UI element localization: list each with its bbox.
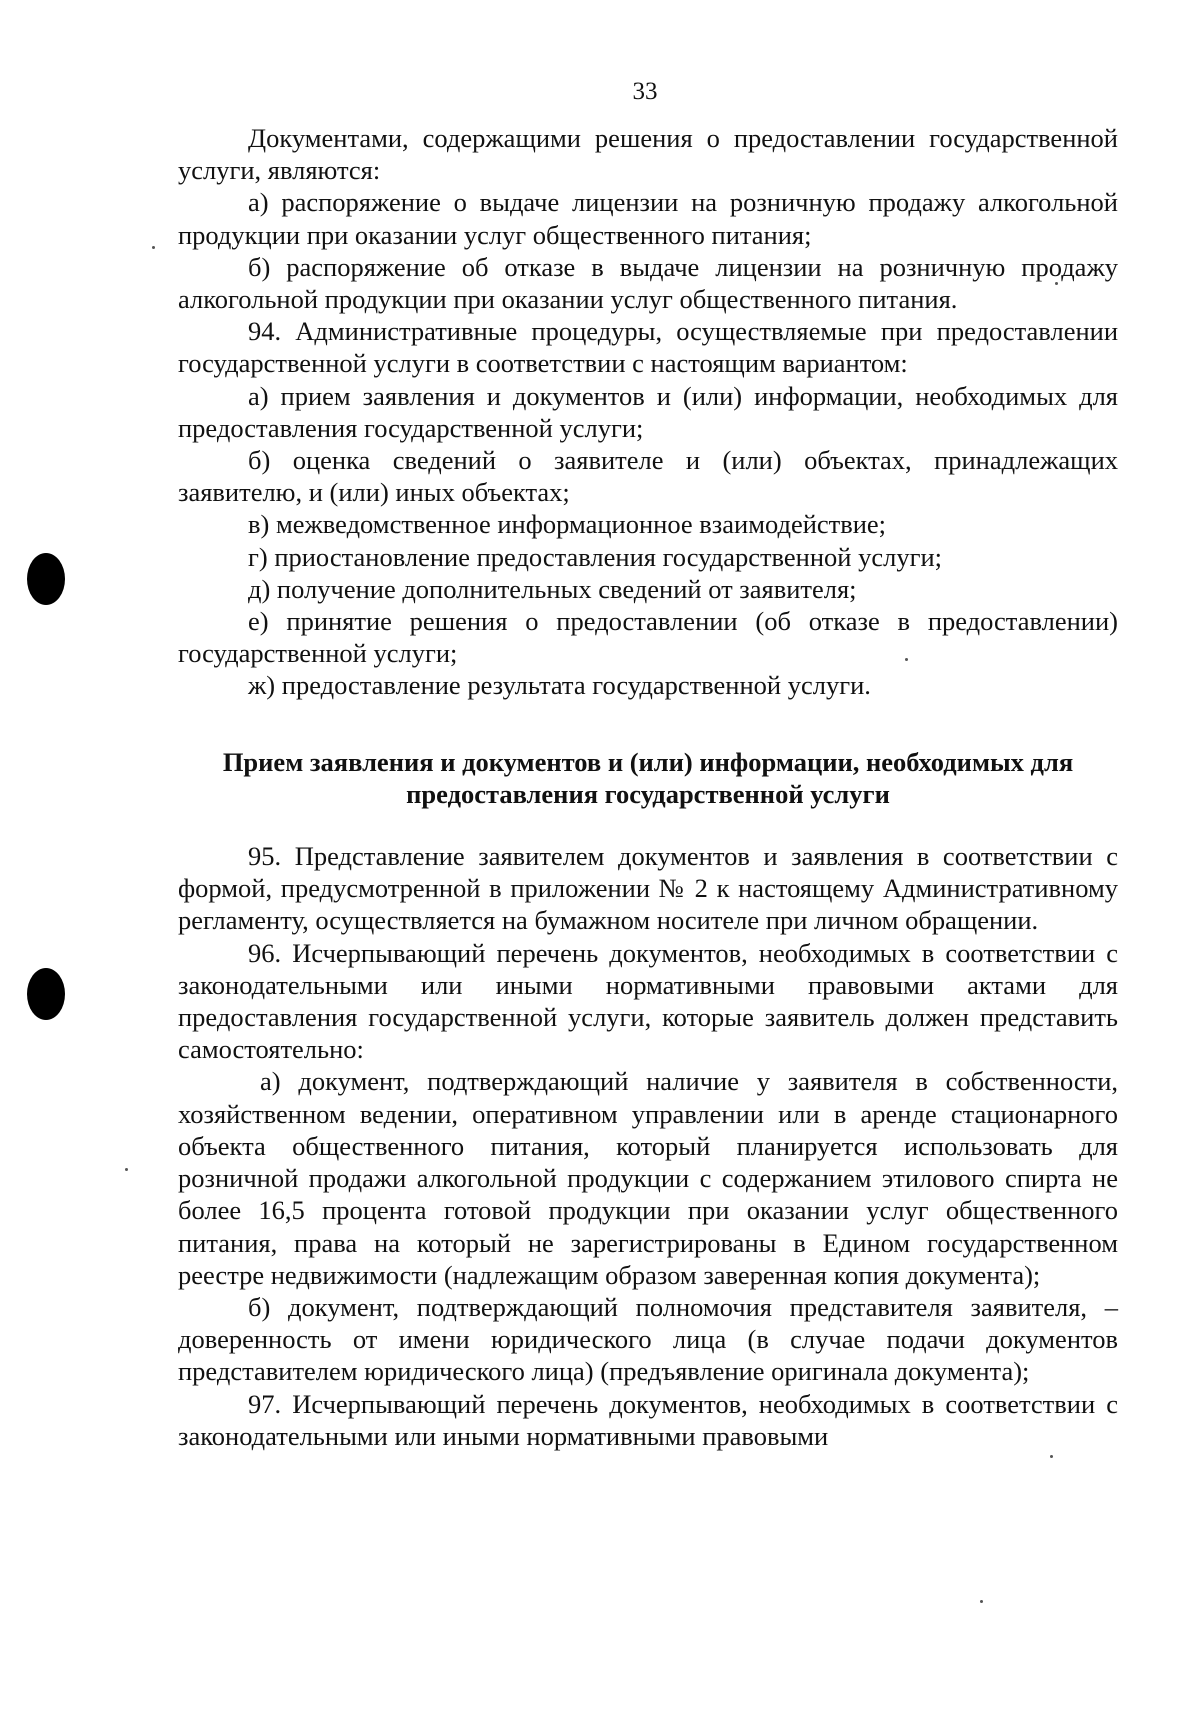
scan-speck [152,246,155,249]
paragraph-96: 96. Исчерпывающий перечень документов, необходимых в соответствии с законодательными или иными нормативными правовыми актами для предоставления государственной услуги, которые заявитель должен представить самостоятельно: [178,937,1118,1065]
paragraph-94: 94. Административные процедуры, осуществляемые при предоставлении государственной услуги в соответствии с настоящим вариантом: [178,316,1118,379]
paragraph-95: 95. Представление заявителем документов и заявления в соответствии с формой, предусмотренной в приложении № 2 к настоящему Административному регламенту, осуществляется на бумажном носителе при личном обращении. [178,841,1118,936]
list-item: ж) предоставление результата государственной услуги. [248,670,871,701]
scan-speck [980,1600,983,1603]
section-heading-line: предоставления государственной услуги [406,778,890,809]
scan-speck [1050,1455,1053,1458]
section-heading-line: Прием заявления и документов и (или) информации, необходимых для [222,746,1074,777]
list-item: а) распоряжение о выдаче лицензии на розничную продажу алкогольной продукции при оказании услуг общественного питания; [178,187,1118,250]
punch-hole-bottom [27,968,65,1020]
list-item: в) межведомственное информационное взаимодействие; [248,509,887,540]
list-item: а) прием заявления и документов и (или) информации, необходимых для предоставления государственной услуги; [178,380,1118,443]
list-item: б) распоряжение об отказе в выдаче лицензии на розничную продажу алкогольной продукции при оказании услуг общественного питания. [178,251,1118,315]
list-item: б) оценка сведений о заявителе и (или) объектах, принадлежащих заявителю, и (или) иных объектах; [178,445,1118,508]
list-item: е) принятие решения о предоставлении (об отказе в предоставлении) государственной услуги; [178,606,1118,669]
paragraph-97: 97. Исчерпывающий перечень документов, необходимых в соответствии с законодательными или иными нормативными правовыми [178,1388,1118,1451]
punch-hole-top [27,553,65,605]
section-heading [178,746,1118,810]
scan-speck [125,1168,128,1171]
list-item: б) документ, подтверждающий полномочия представителя заявителя, – доверенность от имени юридического лица (в случае подачи документов представителем юридического лица) (предъявление оригинала документа); [178,1291,1118,1387]
list-item: г) приостановление предоставления государственной услуги; [248,541,942,572]
list-item: а) документ, подтверждающий наличие у заявителя в собственности, хозяйственном ведении, оперативном управлении или в аренде стационарного объекта общественного питания, который планируется использовать для розничной продажи алкогольной продукции с содержанием этилового спирта не более 16,5 процента готовой продукции при оказании услуг общественного питания, права на который не зарегистрированы в Едином государственном реестре недвижимости (надлежащим образом заверенная копия документа); [178,1066,1118,1290]
paragraph-intro: Документами, содержащими решения о предоставлении государственной услуги, являются: [178,123,1118,186]
page-number: 33 [632,78,658,105]
document-body [178,122,1118,1452]
list-item: д) получение дополнительных сведений от заявителя; [248,573,857,604]
